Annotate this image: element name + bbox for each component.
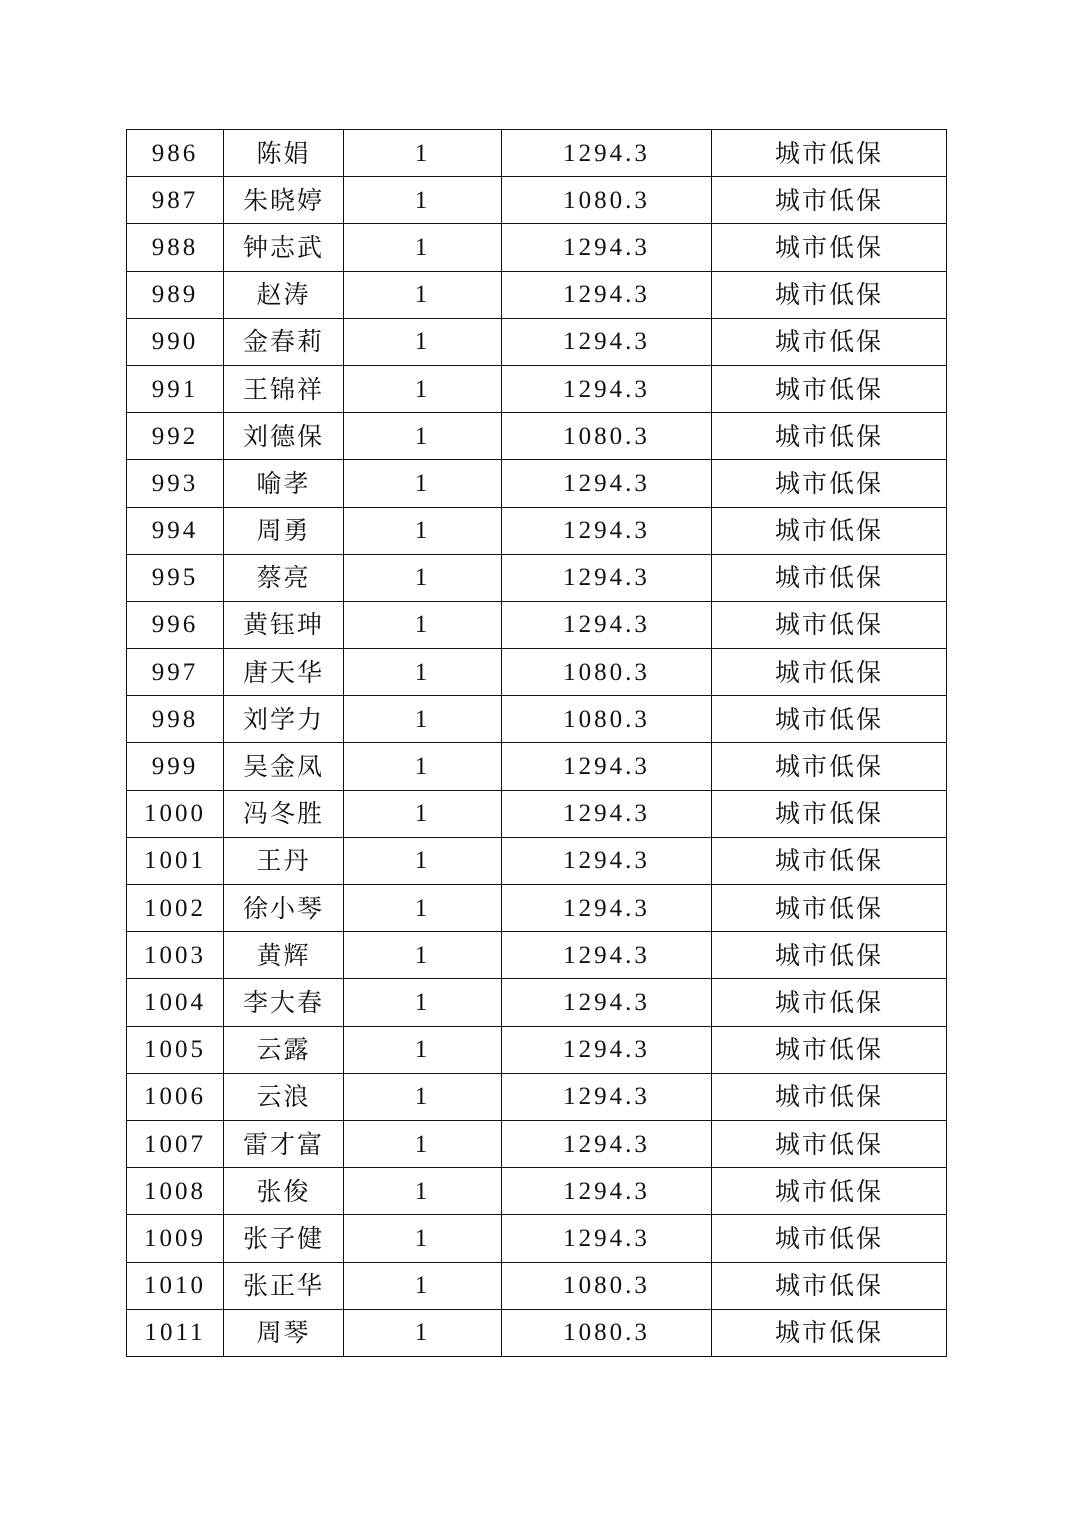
serial-number-cell: 993 xyxy=(127,460,224,507)
serial-number-cell: 986 xyxy=(127,130,224,177)
recipient-name-cell: 云浪 xyxy=(224,1073,344,1120)
subsidy-amount-cell: 1294.3 xyxy=(502,271,712,318)
subsidy-amount-cell: 1294.3 xyxy=(502,507,712,554)
serial-number-cell: 1011 xyxy=(127,1309,224,1356)
household-count-cell: 1 xyxy=(344,601,502,648)
assistance-type-cell: 城市低保 xyxy=(712,885,947,932)
table-row xyxy=(127,224,947,271)
serial-number-cell: 994 xyxy=(127,507,224,554)
subsidy-amount-cell: 1294.3 xyxy=(502,130,712,177)
subsidy-amount-cell: 1294.3 xyxy=(502,224,712,271)
table-row xyxy=(127,649,947,696)
recipient-name-cell: 徐小琴 xyxy=(224,885,344,932)
assistance-type-cell: 城市低保 xyxy=(712,365,947,412)
household-count-cell: 1 xyxy=(344,885,502,932)
subsidy-amount-cell: 1294.3 xyxy=(502,318,712,365)
recipient-name-cell: 张子健 xyxy=(224,1215,344,1262)
table-row xyxy=(127,1262,947,1309)
table-row xyxy=(127,271,947,318)
serial-number-cell: 1005 xyxy=(127,1026,224,1073)
subsidy-amount-cell: 1294.3 xyxy=(502,837,712,884)
serial-number-cell: 1006 xyxy=(127,1073,224,1120)
table-row xyxy=(127,177,947,224)
table-row xyxy=(127,1215,947,1262)
table-row xyxy=(127,318,947,365)
assistance-type-cell: 城市低保 xyxy=(712,979,947,1026)
household-count-cell: 1 xyxy=(344,1215,502,1262)
subsidy-amount-cell: 1294.3 xyxy=(502,1026,712,1073)
subsidy-amount-cell: 1080.3 xyxy=(502,649,712,696)
serial-number-cell: 999 xyxy=(127,743,224,790)
recipient-name-cell: 陈娟 xyxy=(224,130,344,177)
recipient-name-cell: 张正华 xyxy=(224,1262,344,1309)
subsidy-amount-cell: 1294.3 xyxy=(502,979,712,1026)
assistance-type-cell: 城市低保 xyxy=(712,554,947,601)
assistance-type-cell: 城市低保 xyxy=(712,601,947,648)
table-row xyxy=(127,696,947,743)
serial-number-cell: 1010 xyxy=(127,1262,224,1309)
assistance-type-cell: 城市低保 xyxy=(712,224,947,271)
household-count-cell: 1 xyxy=(344,1120,502,1167)
household-count-cell: 1 xyxy=(344,318,502,365)
serial-number-cell: 992 xyxy=(127,413,224,460)
serial-number-cell: 1001 xyxy=(127,837,224,884)
subsidy-amount-cell: 1294.3 xyxy=(502,1215,712,1262)
subsidy-amount-cell: 1294.3 xyxy=(502,790,712,837)
subsidy-amount-cell: 1294.3 xyxy=(502,743,712,790)
table-row xyxy=(127,790,947,837)
table-row xyxy=(127,743,947,790)
table-row xyxy=(127,837,947,884)
serial-number-cell: 990 xyxy=(127,318,224,365)
table-row xyxy=(127,130,947,177)
serial-number-cell: 987 xyxy=(127,177,224,224)
table-row xyxy=(127,507,947,554)
household-count-cell: 1 xyxy=(344,1309,502,1356)
recipient-name-cell: 刘学力 xyxy=(224,696,344,743)
table-row xyxy=(127,1168,947,1215)
serial-number-cell: 1004 xyxy=(127,979,224,1026)
subsidy-amount-cell: 1294.3 xyxy=(502,554,712,601)
assistance-type-cell: 城市低保 xyxy=(712,790,947,837)
assistance-type-cell: 城市低保 xyxy=(712,837,947,884)
serial-number-cell: 1009 xyxy=(127,1215,224,1262)
serial-number-cell: 1002 xyxy=(127,885,224,932)
table-row xyxy=(127,1026,947,1073)
recipient-name-cell: 冯冬胜 xyxy=(224,790,344,837)
recipient-name-cell: 钟志武 xyxy=(224,224,344,271)
household-count-cell: 1 xyxy=(344,177,502,224)
recipient-name-cell: 王丹 xyxy=(224,837,344,884)
assistance-type-cell: 城市低保 xyxy=(712,318,947,365)
recipient-name-cell: 李大春 xyxy=(224,979,344,1026)
table-row xyxy=(127,885,947,932)
household-count-cell: 1 xyxy=(344,979,502,1026)
serial-number-cell: 1000 xyxy=(127,790,224,837)
recipient-name-cell: 黄辉 xyxy=(224,932,344,979)
subsidy-amount-cell: 1294.3 xyxy=(502,1073,712,1120)
recipient-name-cell: 云露 xyxy=(224,1026,344,1073)
serial-number-cell: 988 xyxy=(127,224,224,271)
recipient-name-cell: 王锦祥 xyxy=(224,365,344,412)
assistance-type-cell: 城市低保 xyxy=(712,696,947,743)
assistance-type-cell: 城市低保 xyxy=(712,932,947,979)
recipient-name-cell: 朱晓婷 xyxy=(224,177,344,224)
subsidy-amount-cell: 1080.3 xyxy=(502,177,712,224)
household-count-cell: 1 xyxy=(344,1168,502,1215)
subsidy-amount-cell: 1294.3 xyxy=(502,1120,712,1167)
recipient-name-cell: 周琴 xyxy=(224,1309,344,1356)
household-count-cell: 1 xyxy=(344,507,502,554)
recipient-name-cell: 唐天华 xyxy=(224,649,344,696)
household-count-cell: 1 xyxy=(344,413,502,460)
assistance-type-cell: 城市低保 xyxy=(712,1215,947,1262)
assistance-type-cell: 城市低保 xyxy=(712,130,947,177)
table-row xyxy=(127,1309,947,1356)
recipient-name-cell: 吴金凤 xyxy=(224,743,344,790)
subsidy-amount-cell: 1294.3 xyxy=(502,932,712,979)
assistance-type-cell: 城市低保 xyxy=(712,649,947,696)
serial-number-cell: 996 xyxy=(127,601,224,648)
table-body xyxy=(127,130,947,1357)
assistance-recipient-table xyxy=(126,129,947,1357)
table-row xyxy=(127,365,947,412)
subsidy-amount-cell: 1080.3 xyxy=(502,696,712,743)
recipient-name-cell: 黄钰珅 xyxy=(224,601,344,648)
subsidy-amount-cell: 1080.3 xyxy=(502,1309,712,1356)
household-count-cell: 1 xyxy=(344,696,502,743)
assistance-type-cell: 城市低保 xyxy=(712,271,947,318)
serial-number-cell: 997 xyxy=(127,649,224,696)
table-row xyxy=(127,601,947,648)
assistance-type-cell: 城市低保 xyxy=(712,413,947,460)
household-count-cell: 1 xyxy=(344,365,502,412)
subsidy-amount-cell: 1294.3 xyxy=(502,885,712,932)
serial-number-cell: 1007 xyxy=(127,1120,224,1167)
assistance-type-cell: 城市低保 xyxy=(712,1309,947,1356)
assistance-type-cell: 城市低保 xyxy=(712,507,947,554)
recipient-name-cell: 赵涛 xyxy=(224,271,344,318)
assistance-type-cell: 城市低保 xyxy=(712,1120,947,1167)
subsidy-amount-cell: 1294.3 xyxy=(502,601,712,648)
recipient-name-cell: 张俊 xyxy=(224,1168,344,1215)
recipient-name-cell: 周勇 xyxy=(224,507,344,554)
assistance-type-cell: 城市低保 xyxy=(712,1168,947,1215)
recipient-name-cell: 雷才富 xyxy=(224,1120,344,1167)
table-row xyxy=(127,460,947,507)
serial-number-cell: 1008 xyxy=(127,1168,224,1215)
subsidy-amount-cell: 1294.3 xyxy=(502,1168,712,1215)
serial-number-cell: 991 xyxy=(127,365,224,412)
assistance-type-cell: 城市低保 xyxy=(712,177,947,224)
household-count-cell: 1 xyxy=(344,1026,502,1073)
table-row xyxy=(127,979,947,1026)
assistance-type-cell: 城市低保 xyxy=(712,743,947,790)
household-count-cell: 1 xyxy=(344,932,502,979)
household-count-cell: 1 xyxy=(344,743,502,790)
household-count-cell: 1 xyxy=(344,460,502,507)
household-count-cell: 1 xyxy=(344,1262,502,1309)
subsidy-amount-cell: 1294.3 xyxy=(502,460,712,507)
recipient-name-cell: 喻孝 xyxy=(224,460,344,507)
household-count-cell: 1 xyxy=(344,1073,502,1120)
household-count-cell: 1 xyxy=(344,271,502,318)
household-count-cell: 1 xyxy=(344,554,502,601)
household-count-cell: 1 xyxy=(344,224,502,271)
serial-number-cell: 1003 xyxy=(127,932,224,979)
assistance-type-cell: 城市低保 xyxy=(712,1262,947,1309)
household-count-cell: 1 xyxy=(344,790,502,837)
serial-number-cell: 998 xyxy=(127,696,224,743)
recipient-name-cell: 刘德保 xyxy=(224,413,344,460)
recipient-name-cell: 蔡亮 xyxy=(224,554,344,601)
subsidy-amount-cell: 1080.3 xyxy=(502,1262,712,1309)
household-count-cell: 1 xyxy=(344,130,502,177)
table-row xyxy=(127,932,947,979)
recipient-name-cell: 金春莉 xyxy=(224,318,344,365)
household-count-cell: 1 xyxy=(344,837,502,884)
subsidy-amount-cell: 1294.3 xyxy=(502,365,712,412)
assistance-type-cell: 城市低保 xyxy=(712,1026,947,1073)
serial-number-cell: 995 xyxy=(127,554,224,601)
table-row xyxy=(127,1120,947,1167)
household-count-cell: 1 xyxy=(344,649,502,696)
assistance-type-cell: 城市低保 xyxy=(712,460,947,507)
assistance-type-cell: 城市低保 xyxy=(712,1073,947,1120)
table-row xyxy=(127,413,947,460)
subsidy-amount-cell: 1080.3 xyxy=(502,413,712,460)
serial-number-cell: 989 xyxy=(127,271,224,318)
table-row xyxy=(127,1073,947,1120)
table-row xyxy=(127,554,947,601)
